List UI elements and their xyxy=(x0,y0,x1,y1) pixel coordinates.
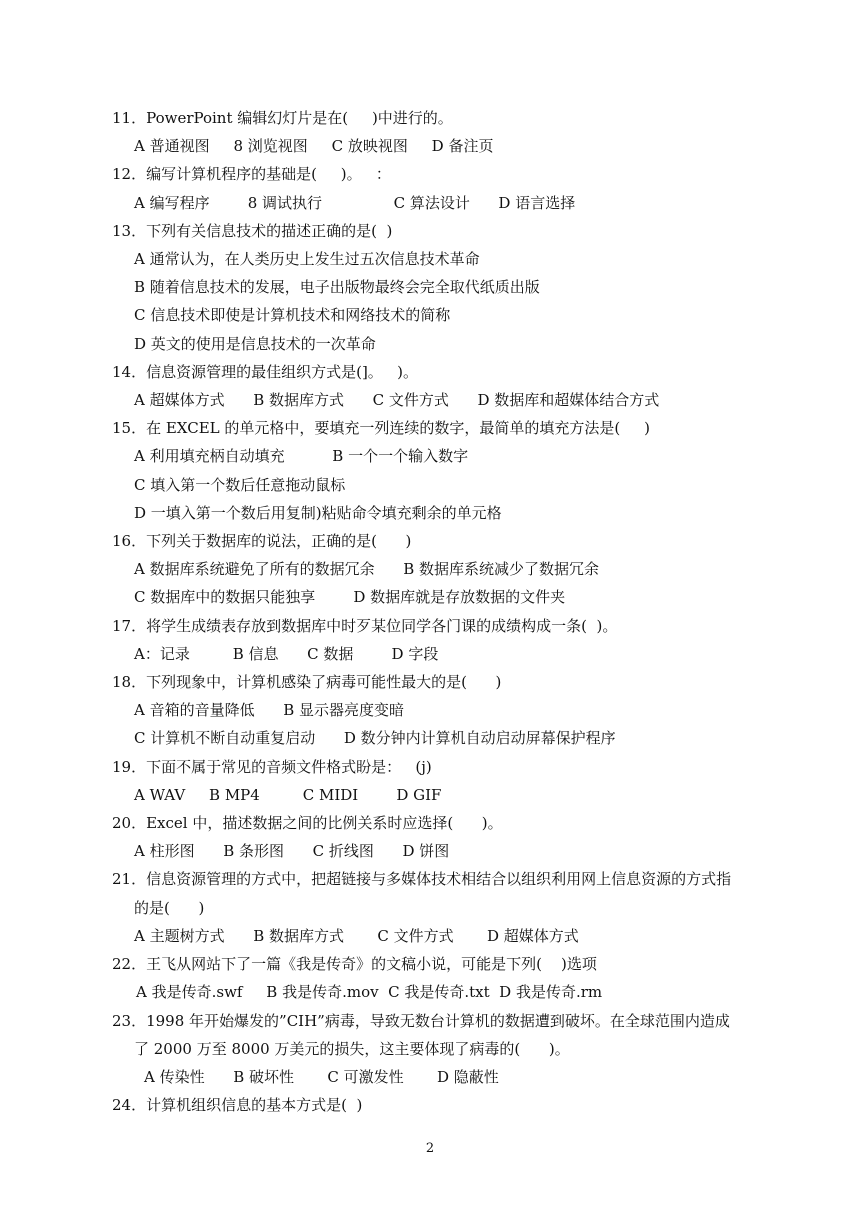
question-list xyxy=(112,104,772,1119)
question-options: C 计算机不断自动重复启动 D 数分钟内计算机自动启动屏幕保护程序 xyxy=(134,729,616,748)
question-stem: 16．下列关于数据库的说法，正确的是( ) xyxy=(112,532,412,551)
question-stem: 18．下列现象中，计算机感染了病毒可能性最大的是( ) xyxy=(112,673,502,692)
question-stem: 15．在 EXCEL 的单元格中，要填充一列连续的数字，最简单的填充方法是( ) xyxy=(112,419,650,438)
question-options: C 数据库中的数据只能独享 D 数据库就是存放数据的文件夹 xyxy=(134,588,566,607)
question-stem: 20．Excel 中，描述数据之间的比例关系时应选择( )。 xyxy=(112,814,503,833)
question-options: C 信息技术即使是计算机技术和网络技术的简称 xyxy=(134,306,451,325)
question-options: D 英文的使用是信息技术的一次革命 xyxy=(134,334,376,353)
question-options: A 我是传奇.swf B 我是传奇.mov C 我是传奇.txt D 我是传奇.rm xyxy=(136,983,603,1002)
question-stem: 12．编写计算机程序的基础是( )。 ： xyxy=(112,165,391,184)
question-stem: 24．计算机组织信息的基本方式是( ) xyxy=(112,1096,363,1115)
question-stem: 22．王飞从网站下了一篇《我是传奇》的文稿小说，可能是下列( )选项 xyxy=(112,955,597,974)
question-options: A 通常认为，在人类历史上发生过五次信息技术革命 xyxy=(134,250,480,269)
question-options: D 一填入第一个数后用复制)粘贴命令填充剩余的单元格 xyxy=(134,503,502,522)
question-stem: 23．1998 年开始爆发的”CIH”病毒，导致无数台计算机的数据遭到破坏。在全球范围内造成 xyxy=(112,1011,730,1030)
question-stem: 19．下面不属于常见的音频文件格式盼是： (j) xyxy=(112,757,432,776)
question-options: A WAV B MP4 C MIDI D GIF xyxy=(134,785,442,804)
question-options: A 柱形图 B 条形图 C 折线图 D 饼图 xyxy=(134,842,450,861)
question-stem: 14．信息资源管理的最佳组织方式是(]。 )。 xyxy=(112,362,418,381)
question-options: A 主题树方式 B 数据库方式 C 文件方式 D 超媒体方式 xyxy=(134,926,579,945)
question-options: A 超媒体方式 B 数据库方式 C 文件方式 D 数据库和超媒体结合方式 xyxy=(134,391,660,410)
question-options: A 传染性 B 破坏性 C 可激发性 D 隐蔽性 xyxy=(144,1067,499,1086)
question-stem: 21．信息资源管理的方式中，把超链接与多媒体技术相结合以组织利用网上信息资源的方式指 xyxy=(112,870,732,889)
question-options: A 利用填充柄自动填充 B 一个一个输入数字 xyxy=(134,447,469,466)
question-options: A 数据库系统避免了所有的数据冗余 B 数据库系统减少了数据冗余 xyxy=(134,560,600,579)
question-stem: 13．下列有关信息技术的描述正确的是( ) xyxy=(112,221,393,240)
question-options: B 随着信息技术的发展，电子出版物最终会完全取代纸质出版 xyxy=(134,278,540,297)
question-stem: 17．将学生成绩表存放到数据库中时歹某位同学各门课的成绩构成一条( )。 xyxy=(112,616,618,635)
question-options: A：记录 B 信息 C 数据 D 字段 xyxy=(134,644,439,663)
question-options: A 普通视图 8 浏览视图 C 放映视图 D 备注页 xyxy=(134,137,494,156)
question-stem: 11．PowerPoint 编辑幻灯片是在( )中进行的。 xyxy=(112,109,453,127)
question-options: A 编写程序 8 调试执行 C 算法设计 D 语言选择 xyxy=(134,193,576,212)
question-options: C 填入第一个数后任意拖动鼠标 xyxy=(134,475,346,494)
page-number: 2 xyxy=(425,1141,435,1156)
question-stem-continued: 了 2000 万至 8000 万美元的损失，这主要体现了病毒的( )。 xyxy=(134,1039,570,1058)
question-options: A 音箱的音量降低 B 显示器亮度变暗 xyxy=(134,701,405,720)
question-stem-continued: 的是( ) xyxy=(134,898,205,917)
